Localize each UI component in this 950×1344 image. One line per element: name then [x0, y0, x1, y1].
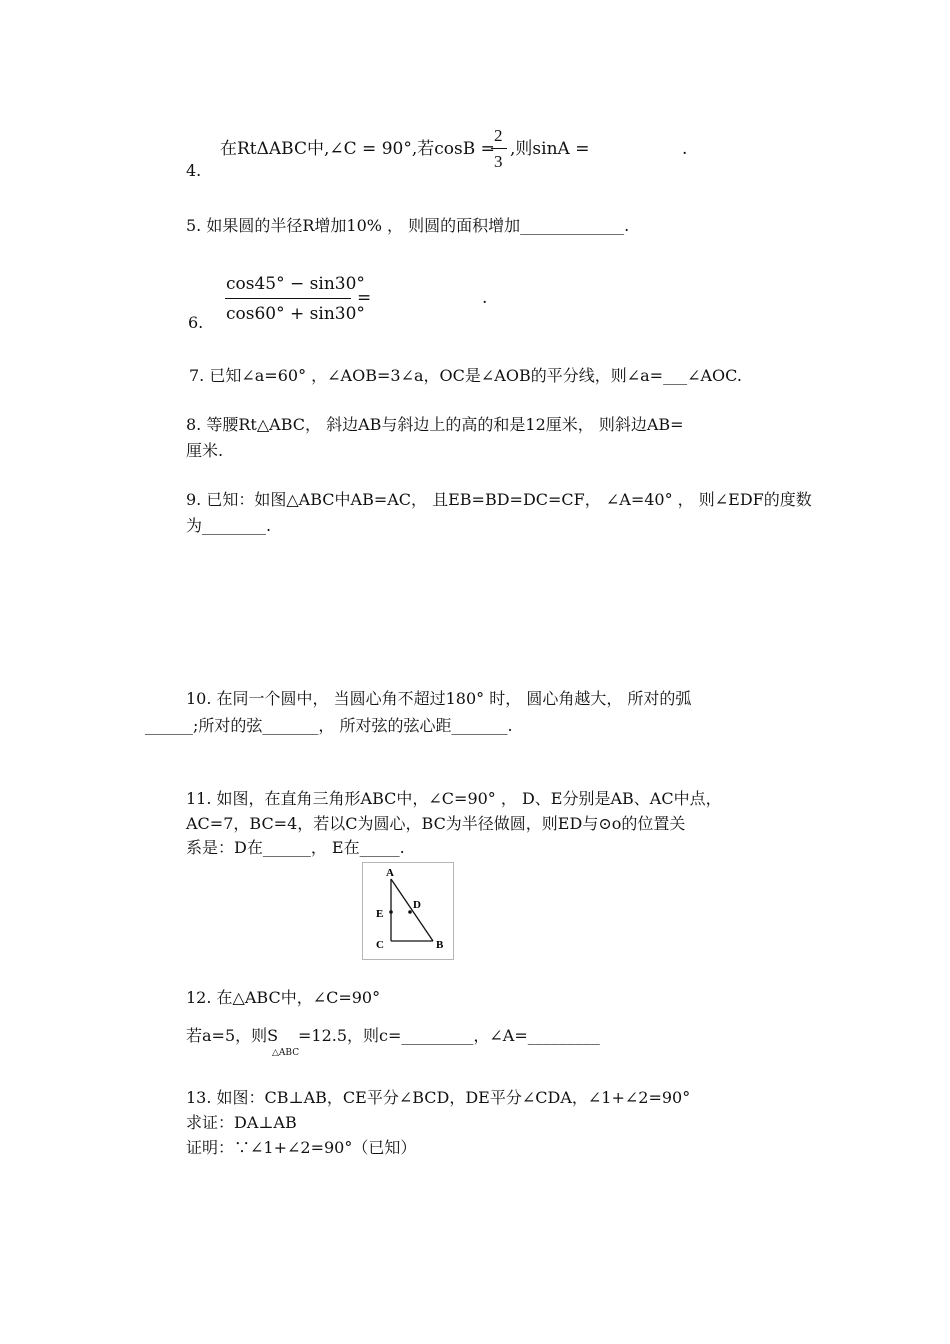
q6-denominator: cos60° + sin30°: [226, 304, 365, 324]
q12-line2-end: =12.5，则c=_________，∠A=_________: [298, 1026, 600, 1045]
q10-line1: 10. 在同一个圆中， 当圆心角不超过180° 时， 圆心角越大， 所对的弧: [186, 689, 692, 708]
q6-period: .: [482, 288, 488, 308]
q4-fraction-numerator: 2: [494, 126, 503, 145]
label-c: C: [376, 939, 384, 951]
q4-fraction-denominator: 3: [494, 152, 503, 171]
q10-line2: ______;所对的弦_______， 所对弦的弦心距_______.: [145, 716, 513, 735]
q6-fraction-bar: [225, 298, 351, 299]
q6-numerator: cos45° − sin30°: [226, 274, 365, 294]
q12-line2-start: 若a=5，则S: [186, 1026, 279, 1045]
q9-line1: 9. 已知：如图△ABC中AB=AC， 且EB=BD=DC=CF， ∠A=40° ， 则∠EDF的度数: [186, 490, 812, 509]
q6-equals: =: [357, 288, 372, 308]
q13-line3: 证明：∵∠1+∠2=90°（已知）: [186, 1138, 417, 1157]
label-d: D: [413, 899, 421, 911]
q12-subscript: △ABC: [272, 1048, 300, 1058]
q4-text-suffix: ,则sinA =: [510, 139, 590, 159]
label-b: B: [436, 939, 444, 951]
q11-line3: 系是：D在______， E在_____.: [186, 838, 405, 857]
point-e: [389, 910, 393, 914]
point-d: [408, 910, 412, 914]
q8-line2: 厘米.: [186, 441, 224, 460]
q4-fraction-bar: [491, 148, 507, 149]
q11-line2: AC=7，BC=4，若以C为圆心，BC为半径做圆，则ED与⊙o的位置关: [186, 814, 686, 833]
q13-line1: 13. 如图：CB⊥AB，CE平分∠BCD，DE平分∠CDA，∠1+∠2=90°: [186, 1088, 691, 1107]
q8-line1: 8. 等腰Rt△ABC， 斜边AB与斜边上的高的和是12厘米， 则斜边AB=: [186, 415, 684, 434]
q13-line2: 求证：DA⊥AB: [186, 1113, 297, 1132]
triangle-figure: [362, 862, 454, 960]
label-e: E: [376, 908, 384, 920]
q5-text: 5. 如果圆的半径R增加10% ， 则圆的面积增加_____________.: [186, 216, 630, 235]
q6-number: 6.: [188, 313, 204, 332]
q11-line1: 11. 如图，在直角三角形ABC中，∠C=90° ， D、E分别是AB、AC中点，: [186, 789, 722, 808]
q4-text-prefix: 在RtΔABC中,∠C = 90°,若cosB =: [220, 139, 495, 159]
label-a: A: [386, 867, 394, 879]
q7-text: 7. 已知∠a=60° ，∠AOB=3∠a，OC是∠AOB的平分线，则∠a=___∠AOC.: [189, 366, 742, 385]
q9-line2: 为________.: [186, 516, 272, 535]
q4-number: 4.: [186, 161, 202, 180]
q4-period: .: [682, 139, 688, 159]
q12-line1: 12. 在△ABC中，∠C=90°: [186, 988, 381, 1007]
